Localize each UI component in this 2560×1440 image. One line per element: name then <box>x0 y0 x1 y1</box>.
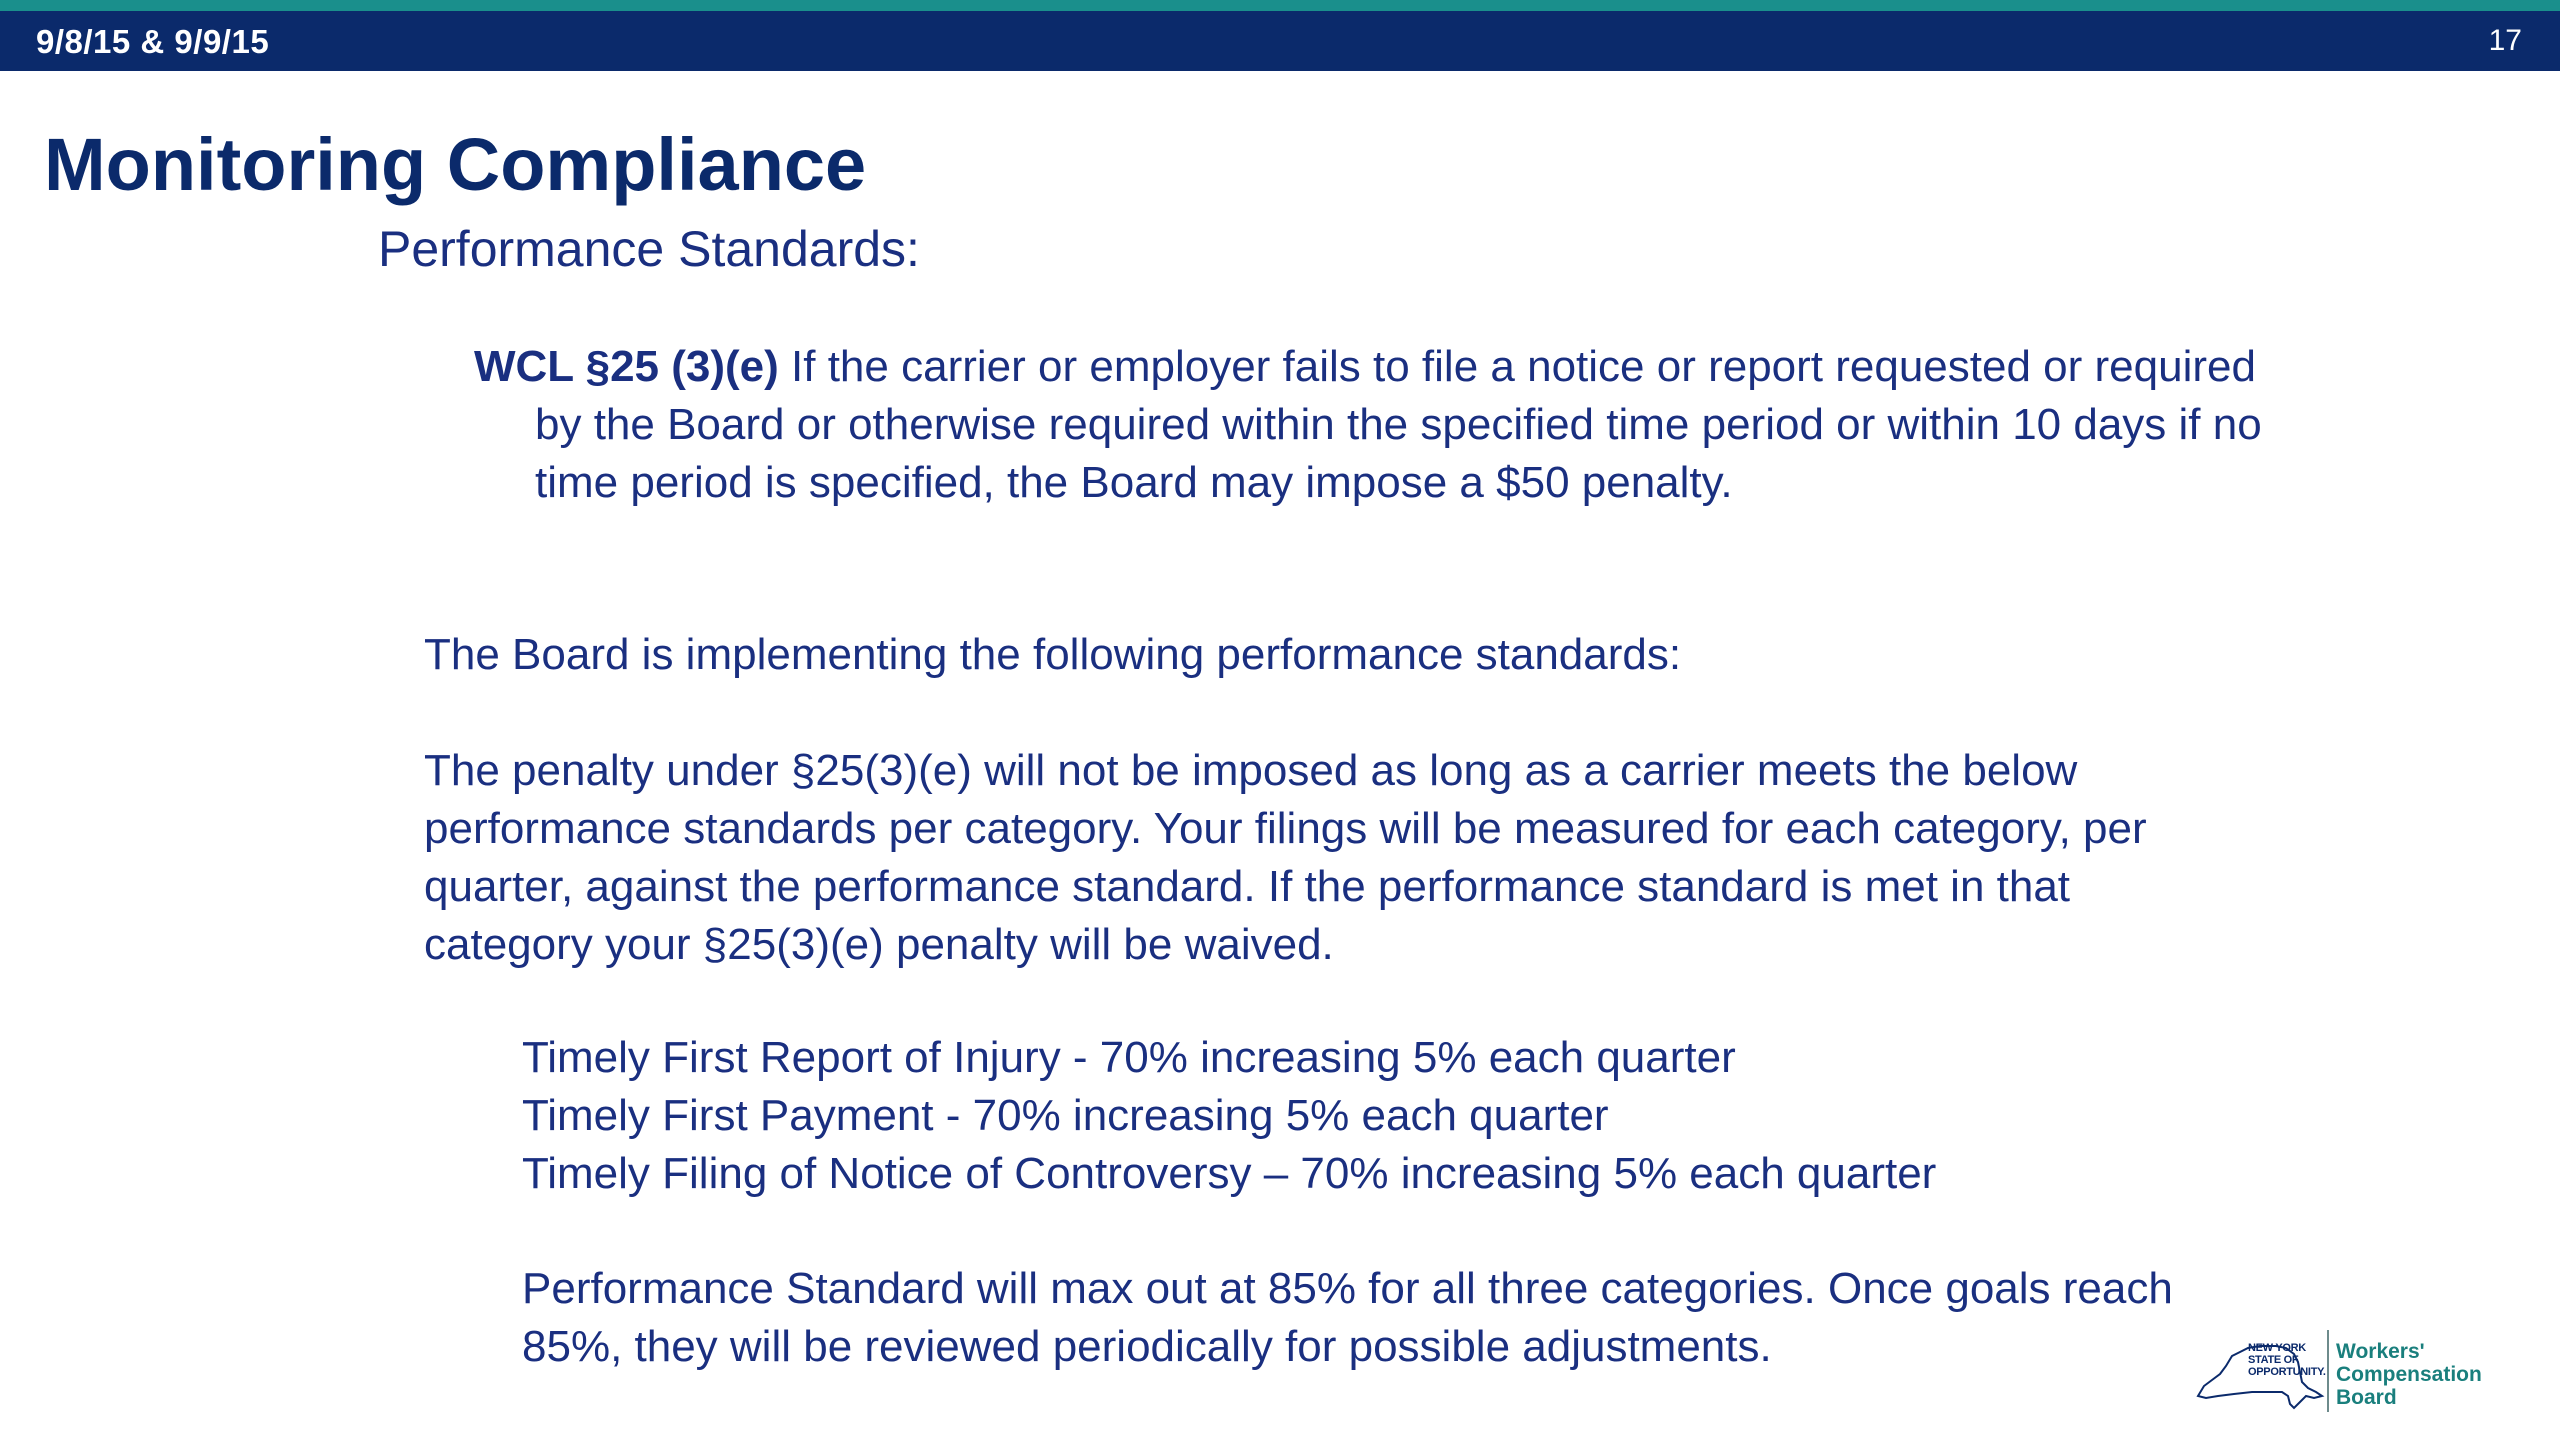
wcl-statute-paragraph <box>474 338 2295 512</box>
max-out-paragraph: Performance Standard will max out at 85% for all three categories. Once goals reach 85%, they will be reviewed periodically for possible adjustments. <box>522 1264 2173 1371</box>
header-date: 9/8/15 & 9/9/15 <box>36 23 270 60</box>
logo-agency-name: Workers' Compensation Board <box>2336 1340 2482 1409</box>
slide-title: Monitoring Compliance <box>44 123 867 206</box>
top-accent-stripe <box>0 0 2560 11</box>
logo-state-text: NEW YORK STATE OF OPPORTUNITY. <box>2248 1342 2326 1378</box>
slide-subtitle: Performance Standards: <box>378 221 920 277</box>
header-bar <box>0 11 2560 71</box>
standards-list <box>522 1029 2222 1203</box>
wcl-text: If the carrier or employer fails to file a notice or report requested or required by the Board or otherwise required within the specified time period or within 10 days if no time period is specified, the Board may impose a $50 penalty. <box>535 342 2262 507</box>
wcl-reference: WCL §25 (3)(e) <box>474 342 779 391</box>
logo-divider <box>2327 1330 2329 1412</box>
standard-first-payment: Timely First Payment - 70% increasing 5% each quarter <box>522 1091 1609 1140</box>
implementation-paragraph: The Board is implementing the following performance standards: <box>424 630 1682 679</box>
page-number: 17 <box>2488 24 2522 57</box>
standard-notice-controversy: Timely Filing of Notice of Controversy – 70% increasing 5% each quarter <box>522 1149 1937 1198</box>
standard-first-report: Timely First Report of Injury - 70% increasing 5% each quarter <box>522 1033 1736 1082</box>
wcb-logo <box>2190 1326 2490 1416</box>
penalty-paragraph: The penalty under §25(3)(e) will not be imposed as long as a carrier meets the below performance standards per category. Your filings will be measured for each category, per quarter, against the performance standard. If the performance standard is met in that category your §25(3)(e) penalty will be waived. <box>424 746 2147 969</box>
